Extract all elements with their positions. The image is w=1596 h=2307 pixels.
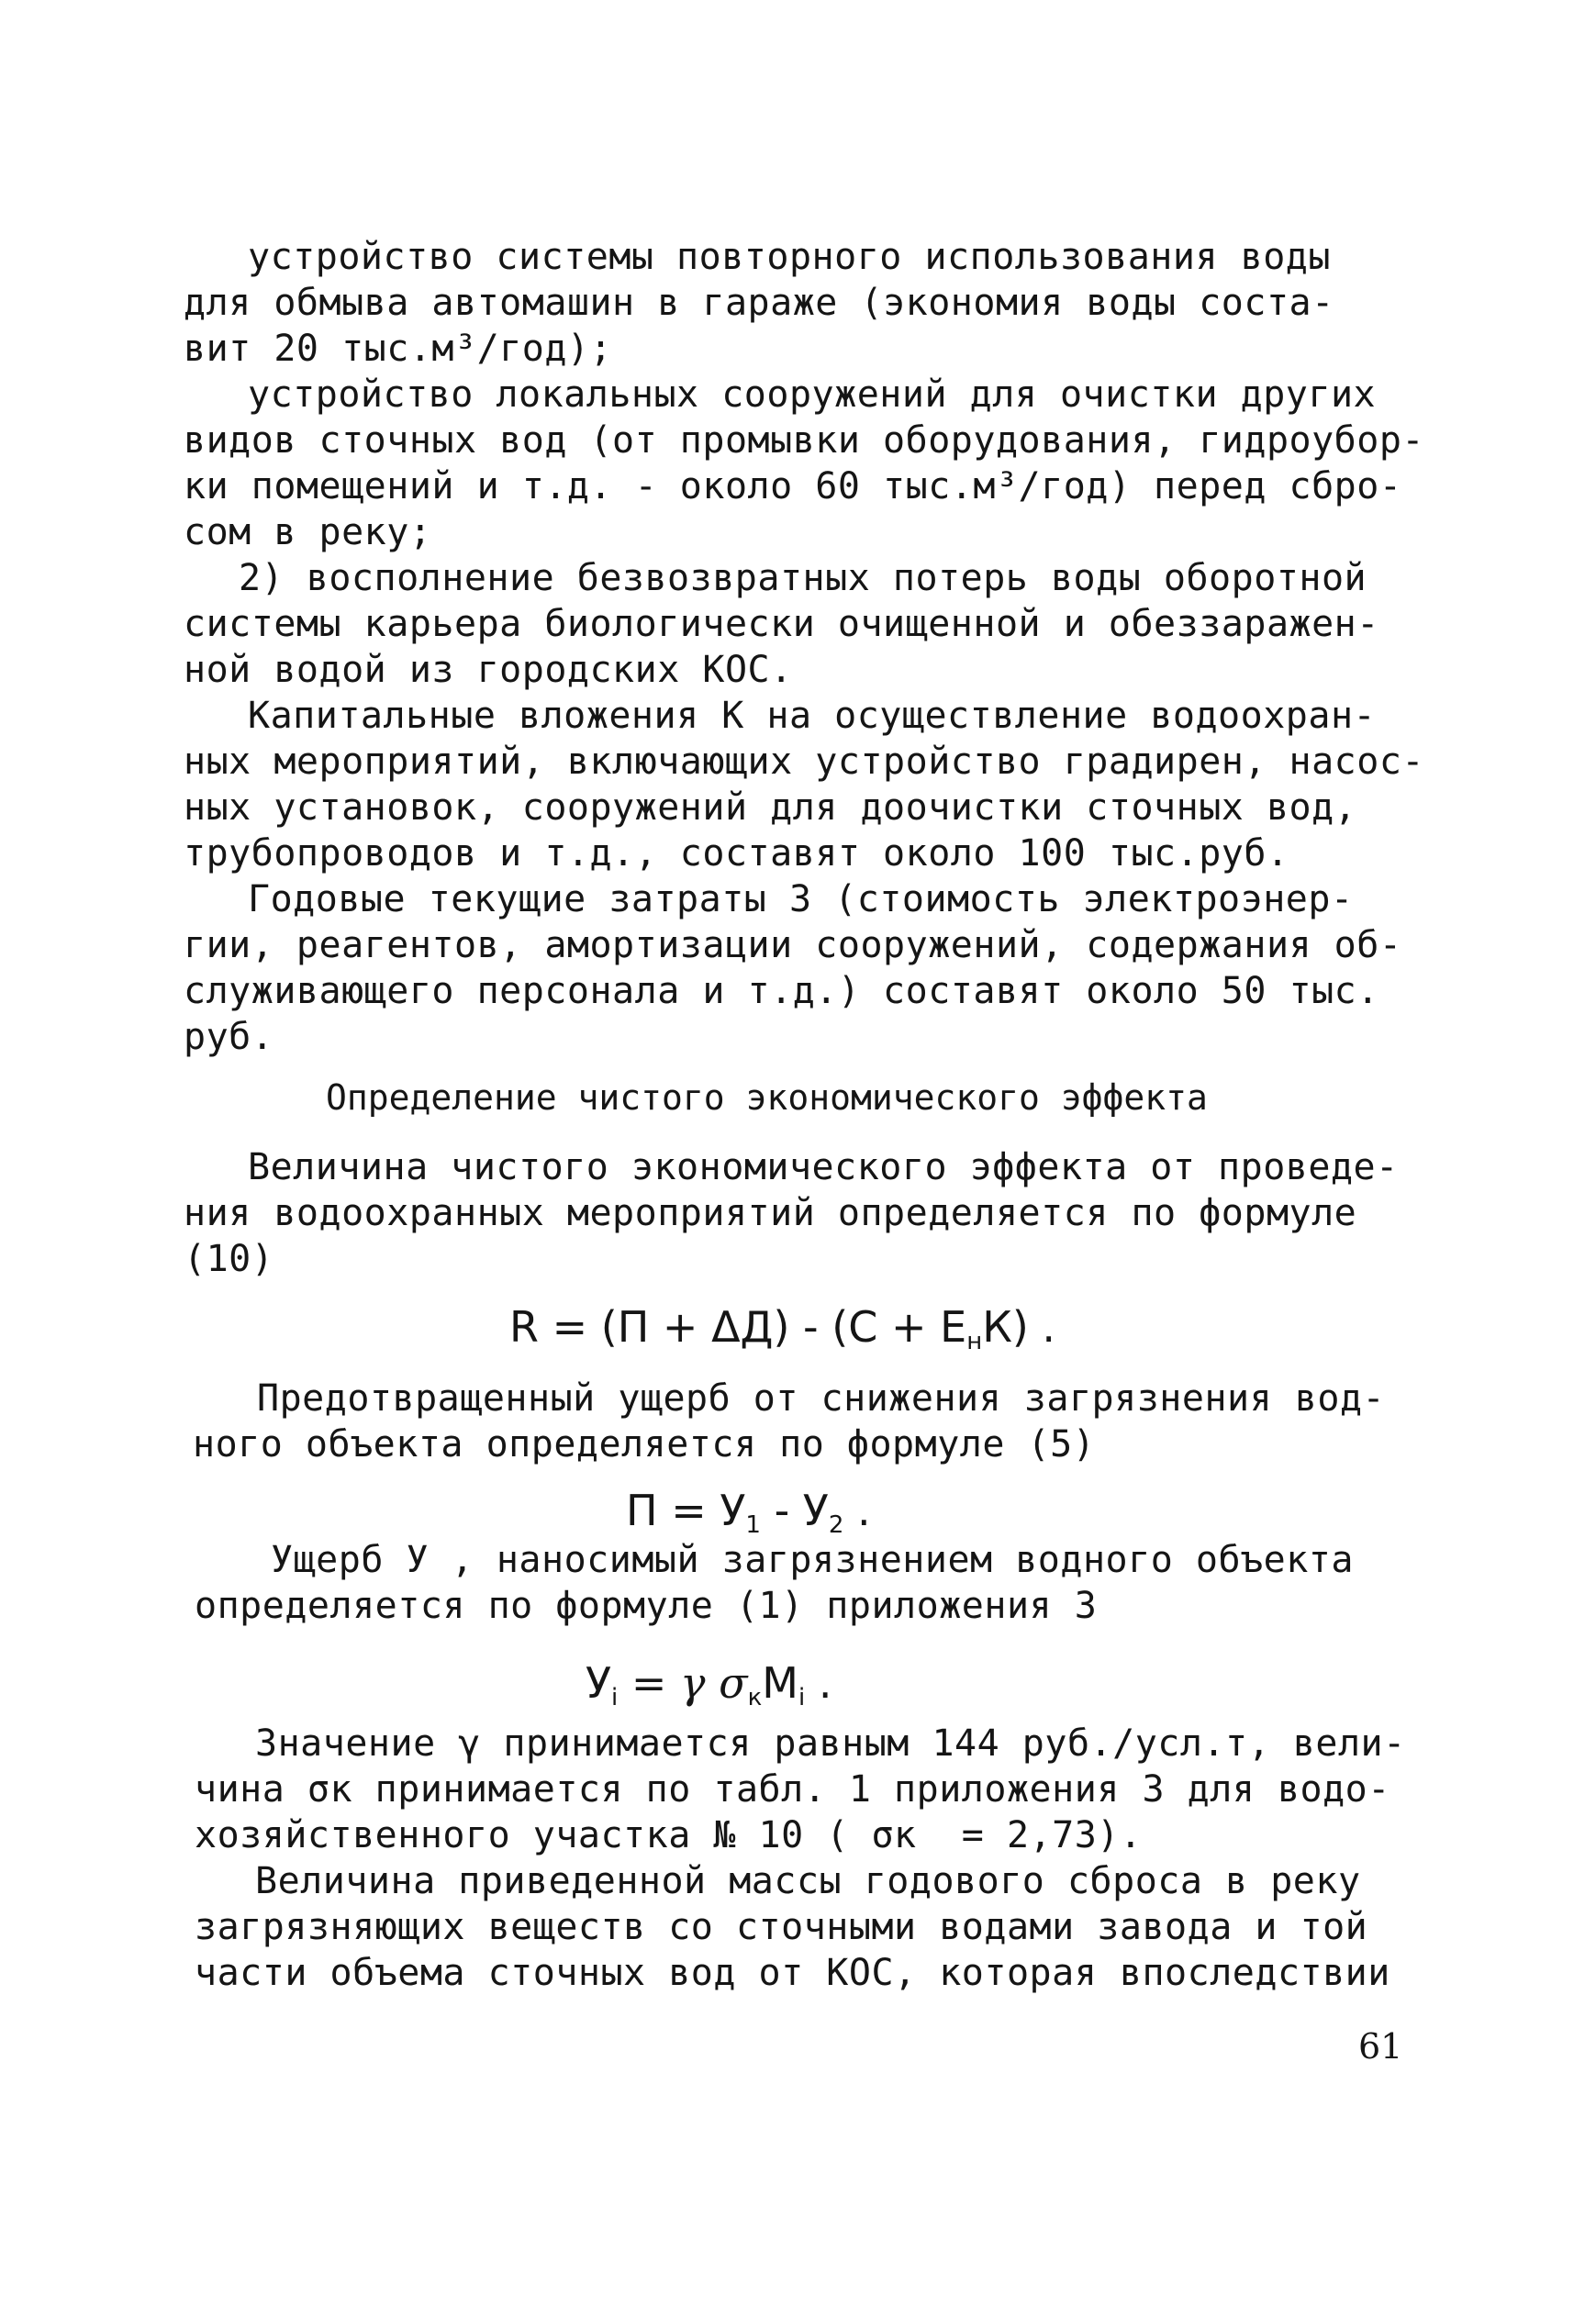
formula-part: - У bbox=[760, 1486, 829, 1535]
formula-subscript: 1 bbox=[745, 1511, 761, 1539]
text-line: для обмыва автомашин в гараже (экономия воды соста- bbox=[184, 282, 1334, 324]
text-line: трубопроводов и т.д., составят около 100 тыс.руб. bbox=[184, 832, 1289, 875]
text-line: ния водоохранных мероприятий определяется по формуле bbox=[184, 1192, 1357, 1234]
text-line: Предотвращенный ущерб от снижения загрязнения вод- bbox=[257, 1377, 1386, 1420]
formula-net-effect bbox=[509, 1301, 1055, 1367]
text-line: загрязняющих веществ со сточными водами завода и той bbox=[195, 1906, 1368, 1948]
formula-subscript: i bbox=[611, 1684, 619, 1711]
text-line: сом в реку; bbox=[184, 511, 432, 553]
formula-subscript: н bbox=[966, 1328, 983, 1355]
text-line: определяется по формуле (1) приложения 3 bbox=[195, 1585, 1098, 1627]
text-line: хозяйственного участка № 10 ( σк = 2,73). bbox=[195, 1814, 1143, 1856]
text-line: чина σк принимается по табл. 1 приложения 3 для водо- bbox=[195, 1768, 1390, 1811]
text-line: ного объекта определяется по формуле (5) bbox=[193, 1423, 1096, 1466]
text-line: ных установок, сооружений для доочистки сточных вод, bbox=[184, 786, 1357, 829]
text-line: 2) восполнение безвозвратных потерь воды оборотной bbox=[239, 557, 1367, 599]
text-line: устройство системы повторного использования воды bbox=[248, 236, 1331, 278]
text-line: ки помещений и т.д. - около 60 тыс.м³/год) перед сбро- bbox=[184, 465, 1402, 507]
formula-part: R = (П + ΔД) - (С + Е bbox=[509, 1302, 967, 1352]
text-line: (10) bbox=[184, 1238, 274, 1280]
formula-subscript: 2 bbox=[828, 1511, 844, 1539]
text-line: Значение γ принимается равным 144 руб./усл.т, вели- bbox=[255, 1722, 1406, 1765]
text-line: руб. bbox=[184, 1016, 274, 1058]
text-line: Ущерб У , наносимый загрязнением водного объекта bbox=[271, 1539, 1354, 1581]
text-line: ной водой из городских КОС. bbox=[184, 649, 793, 691]
formula-subscript: к bbox=[747, 1684, 763, 1711]
text-line: Капитальные вложения К на осуществление водоохран- bbox=[248, 695, 1377, 737]
text-line: Величина приведенной массы годового сброса в реку bbox=[255, 1860, 1361, 1902]
text-line: части объема сточных вод от КОС, которая впоследствии bbox=[195, 1952, 1390, 1994]
text-line: устройство локальных сооружений для очистки других bbox=[248, 373, 1377, 416]
formula-part: . bbox=[843, 1486, 871, 1535]
text-line: видов сточных вод (от промывки оборудования, гидроубор- bbox=[184, 419, 1425, 462]
formula-part: . bbox=[805, 1658, 832, 1708]
formula-part: = γ σ bbox=[618, 1658, 748, 1708]
formula-part: M bbox=[762, 1658, 798, 1708]
formula-part: П = У bbox=[626, 1486, 746, 1535]
section-heading: Определение чистого экономического эффекта bbox=[326, 1077, 1208, 1118]
text-line: ных мероприятий, включающих устройство градирен, насос- bbox=[184, 741, 1425, 783]
text-line: служивающего персонала и т.д.) составят около 50 тыс. bbox=[184, 970, 1379, 1012]
text-line: гии, реагентов, амортизации сооружений, содержания об- bbox=[184, 924, 1402, 966]
text-line: Годовые текущие затраты З (стоимость электроэнер- bbox=[248, 878, 1354, 920]
formula-damage bbox=[586, 1657, 831, 1723]
text-line: системы карьера биологически очищенной и обеззаражен- bbox=[184, 603, 1379, 645]
text-line: вит 20 тыс.м³/год); bbox=[184, 328, 613, 370]
formula-part: У bbox=[586, 1658, 612, 1708]
formula-part: К) . bbox=[982, 1302, 1056, 1352]
formula-subscript: i bbox=[798, 1684, 806, 1711]
text-line: Величина чистого экономического эффекта от проведе- bbox=[248, 1146, 1399, 1188]
page-number: 61 bbox=[1358, 2026, 1403, 2067]
